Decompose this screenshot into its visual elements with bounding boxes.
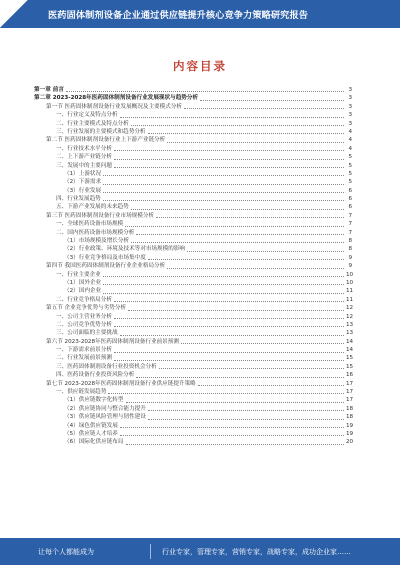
toc-entry[interactable]	[34, 422, 352, 430]
toc-entry-page: 19	[346, 431, 354, 437]
toc-entry-page: 14	[346, 347, 354, 354]
toc-entry-page: 4	[348, 137, 352, 144]
toc-leader-dots	[103, 284, 344, 285]
toc-leader-dots	[103, 192, 344, 193]
toc-entry-page: 17	[346, 397, 354, 404]
toc-entry-page: 5	[348, 162, 352, 169]
toc-leader-dots	[148, 259, 344, 260]
toc-leader-dots	[187, 251, 344, 252]
toc-entry-page: 10	[346, 279, 354, 286]
toc-entry-page: 12	[346, 313, 354, 320]
toc-entry-label: 第四节 我国医药固体制剂设备行业企业格局分析	[46, 263, 166, 270]
toc-entry-page: 3	[348, 86, 352, 93]
toc-entry-page: 5	[348, 170, 352, 177]
toc-entry[interactable]	[34, 128, 352, 136]
toc-entry[interactable]	[34, 396, 352, 404]
toc-entry-page: 14	[346, 338, 354, 345]
toc-entry-page: 17	[346, 389, 354, 396]
toc-entry[interactable]	[34, 304, 352, 312]
toc-entry[interactable]	[34, 187, 352, 195]
toc-leader-dots	[181, 343, 344, 344]
toc-entry-page: 5	[348, 154, 352, 161]
toc-entry[interactable]	[34, 136, 352, 144]
toc-entry-label: 第六节 2023-2028年医药固体制剂设备行业前景预测	[46, 338, 179, 345]
toc-entry[interactable]	[34, 321, 352, 329]
toc-entry[interactable]	[34, 371, 352, 379]
toc-entry-page: 3	[348, 95, 352, 102]
toc-leader-dots	[136, 377, 344, 378]
toc-entry-page: 18	[346, 414, 354, 421]
footer-divider	[150, 544, 151, 559]
toc-entry-label: 四、医药设备行业投资风险分析	[56, 372, 135, 379]
toc-entry-label: 三、医药固体制剂设备行业投资机会分析	[56, 363, 157, 370]
toc-entry-label: （1）供应链数字化转型	[64, 397, 124, 404]
toc-entry-label: 第五节 企业竞争优势与劣势分析	[46, 305, 127, 312]
toc-leader-dots	[114, 360, 344, 361]
toc-leader-dots	[114, 301, 344, 302]
toc-entry-page: 7	[348, 229, 352, 236]
toc-entry[interactable]	[34, 94, 352, 102]
toc-entry-page: 11	[346, 288, 354, 295]
toc-entry-label: （1）上游状况	[64, 170, 102, 177]
toc-entry[interactable]	[34, 329, 352, 337]
toc-entry-page: 3	[348, 120, 352, 127]
toc-entry-page: 7	[348, 221, 352, 228]
toc-entry[interactable]	[34, 388, 352, 396]
toc-leader-dots	[131, 242, 344, 243]
toc-entry[interactable]	[34, 229, 352, 237]
footer-bar	[0, 538, 400, 565]
toc-leader-dots	[167, 142, 344, 143]
toc-entry[interactable]	[34, 380, 352, 388]
toc-leader-dots	[103, 184, 344, 185]
toc-heading: 内容目录	[173, 59, 227, 73]
toc-entry[interactable]	[34, 405, 352, 413]
toc-entry-label: （2）行业政策、环境及技术等对市场规模的影响	[64, 246, 186, 253]
toc-entry[interactable]	[34, 346, 352, 354]
toc-entry[interactable]	[34, 162, 352, 170]
toc-leader-dots	[126, 402, 345, 403]
toc-entry-page: 3	[348, 103, 352, 110]
toc-entry-page: 8	[348, 246, 352, 253]
toc-leader-dots	[136, 234, 344, 235]
toc-entry[interactable]	[34, 271, 352, 279]
toc-entry-page: 8	[348, 238, 352, 245]
toc-leader-dots	[103, 200, 344, 201]
toc-leader-dots	[125, 226, 344, 227]
toc-entry-page: 19	[346, 422, 354, 429]
toc-leader-dots	[66, 91, 344, 92]
toc-entry-label: 三、公司面临的主要挑战	[56, 330, 118, 337]
toc-entry-page: 4	[348, 128, 352, 135]
toc-entry[interactable]	[34, 254, 352, 262]
toc-entry[interactable]	[34, 86, 352, 94]
toc-entry-label: （6）国际化供应链布局	[64, 439, 124, 446]
toc-entry-label: 第一节 医药固体制剂设备行业发展概况及主要模式分析	[46, 103, 183, 110]
toc-entry-label: 三、发展中的主要问题	[56, 162, 112, 169]
toc-entry-label: 一、行业定义及特点分析	[56, 112, 118, 119]
toc-entry-label: （4）绿色供应链发展	[64, 422, 118, 429]
toc-entry-label: （2）国内企业	[64, 288, 102, 295]
toc-entry-label: （3）行业竞争格局及市场集中度	[64, 254, 146, 261]
toc-leader-dots	[120, 435, 344, 436]
toc-leader-dots	[128, 310, 344, 311]
toc-entry-label: 二、公司竞争优势分析	[56, 321, 112, 328]
toc-entry-label: （1）市场规模及增长分析	[64, 238, 130, 245]
toc-leader-dots	[167, 268, 344, 269]
toc-leader-dots	[184, 108, 344, 109]
toc-leader-dots	[120, 117, 344, 118]
toc-entry[interactable]	[34, 145, 352, 153]
toc-entry[interactable]	[34, 212, 352, 220]
toc-entry[interactable]	[34, 178, 352, 186]
toc-entry-label: （2）下游需求	[64, 179, 102, 186]
toc-leader-dots	[156, 217, 344, 218]
toc-entry-label: 一、下游需求前景分析	[56, 347, 112, 354]
toc-leader-dots	[148, 133, 344, 134]
toc-entry[interactable]	[34, 195, 352, 203]
toc-entry-label: 二、上下游产业链分析	[56, 154, 112, 161]
toc-entry-label: 二、行业竞争格局分析	[56, 296, 112, 303]
toc-entry-label: 一、行业技术水平分析	[56, 145, 112, 152]
toc-entry[interactable]	[34, 430, 352, 438]
toc-entry-page: 5	[348, 179, 352, 186]
top-banner	[0, 0, 400, 28]
toc-entry-label: 三、行业发展的主要模式和趋势分析	[56, 128, 146, 135]
toc-entry-page: 6	[348, 204, 352, 211]
toc-entry-label: 一、行业主要企业	[56, 271, 101, 278]
toc-entry-page: 13	[346, 321, 354, 328]
toc-entry-label: 第七节 2023-2028年医药固体制剂设备行业供应链提升策略	[46, 380, 196, 387]
toc-entry-label: 一、供应链发展趋势	[56, 389, 107, 396]
toc-leader-dots	[120, 335, 344, 336]
toc-leader-dots	[103, 293, 344, 294]
toc-entry[interactable]	[34, 438, 352, 446]
toc-leader-dots	[114, 352, 344, 353]
toc-entry-page: 17	[346, 380, 354, 387]
toc-leader-dots	[114, 326, 344, 327]
toc-leader-dots	[120, 427, 344, 428]
toc-entry[interactable]	[34, 355, 352, 363]
toc-entry[interactable]	[34, 313, 352, 321]
toc-leader-dots	[200, 100, 344, 101]
toc-entry-page: 9	[348, 254, 352, 261]
toc-entry[interactable]	[34, 237, 352, 245]
toc-entry-page: 20	[346, 439, 354, 446]
toc-entry-label: （5）供应链人才培养	[64, 431, 118, 437]
toc-entry-page: 6	[348, 187, 352, 194]
toc-entry-label: 第二节 医药固体制剂设备行业上下游产业链分析	[46, 137, 166, 144]
toc-entry-label: 第二章 2023-2028年医药固体制剂设备行业发展现状与趋势分析	[34, 95, 199, 102]
toc-leader-dots	[198, 385, 344, 386]
toc-entry-label: 四、行业发展趋势	[56, 196, 101, 203]
toc-leader-dots	[108, 393, 344, 394]
toc-entry[interactable]	[34, 170, 352, 178]
toc-entry[interactable]	[34, 153, 352, 161]
toc-leader-dots	[131, 125, 344, 126]
toc-entry[interactable]	[34, 220, 352, 228]
toc-entry[interactable]	[34, 338, 352, 346]
toc-entry-label: 二、行业发展前景预测	[56, 355, 112, 362]
toc-entry-page: 7	[348, 212, 352, 219]
toc-entry[interactable]	[34, 120, 352, 128]
toc-entry[interactable]	[34, 296, 352, 304]
toc-leader-dots	[114, 159, 344, 160]
toc-entry-page: 15	[346, 355, 354, 362]
footer-slogan-right: 行业专家，管理专家，营销专家，战略专家，成功企业家……	[162, 548, 351, 556]
toc-leader-dots	[148, 419, 344, 420]
toc-entry-page: 18	[346, 405, 354, 412]
toc-entry-page: 13	[346, 330, 354, 337]
report-title: 医药固体制剂设备企业通过供应链提升核心竞争力策略研究报告	[48, 10, 309, 21]
toc-leader-dots	[126, 444, 345, 445]
toc-leader-dots	[114, 150, 344, 151]
toc-entry-label: （2）供应链协同与整合能力提升	[64, 405, 146, 412]
toc-entry[interactable]	[34, 363, 352, 371]
toc-entry-label: 第三节 医药固体制剂设备行业市场规模分析	[46, 212, 155, 219]
toc-entry-page: 4	[348, 145, 352, 152]
toc-entry[interactable]	[34, 111, 352, 119]
toc-entry-label: （3）行业发展	[64, 187, 102, 194]
toc-entry-label: 五、下游产业发展的未来趋势	[56, 204, 129, 211]
banner-stripe-decoration	[0, 0, 34, 28]
toc-entry[interactable]	[34, 245, 352, 253]
toc-entry-page: 9	[348, 263, 352, 270]
toc-entry[interactable]	[34, 203, 352, 211]
toc-entry-label: 一、公司主营业务分析	[56, 313, 112, 320]
footer-slogan-left: 让每个人都能成为	[38, 548, 94, 556]
toc-entry-page: 15	[346, 363, 354, 370]
toc-leader-dots	[103, 175, 344, 176]
toc-entry-label: （3）供应链风险管理与韧性建设	[64, 414, 146, 421]
toc-leader-dots	[103, 276, 344, 277]
toc-entry[interactable]	[34, 287, 352, 295]
toc-entry[interactable]	[34, 413, 352, 421]
toc-entry[interactable]	[34, 103, 352, 111]
toc-entry-page: 3	[348, 112, 352, 119]
toc-entry-label: 二、国内医药设备市场规模分析	[56, 229, 135, 236]
toc-entry[interactable]	[34, 279, 352, 287]
toc-leader-dots	[131, 209, 344, 210]
toc-entry-page: 11	[346, 296, 354, 303]
toc-entry-label: 一、全球医药设备市场规模	[56, 221, 124, 228]
toc-leader-dots	[148, 410, 344, 411]
toc-entry-label: （1）国外企业	[64, 279, 102, 286]
toc-entry[interactable]	[34, 262, 352, 270]
toc-entry-page: 6	[348, 196, 352, 203]
table-of-contents	[34, 86, 352, 531]
toc-leader-dots	[114, 167, 344, 168]
toc-entry-page: 10	[346, 271, 354, 278]
toc-entry-page: 16	[346, 372, 354, 379]
toc-entry-label: 第一章 前言	[34, 86, 64, 93]
toc-entry-page: 12	[346, 305, 354, 312]
toc-leader-dots	[159, 368, 344, 369]
toc-entry-label: 二、行业主要模式及特点分析	[56, 120, 129, 127]
toc-leader-dots	[114, 318, 344, 319]
